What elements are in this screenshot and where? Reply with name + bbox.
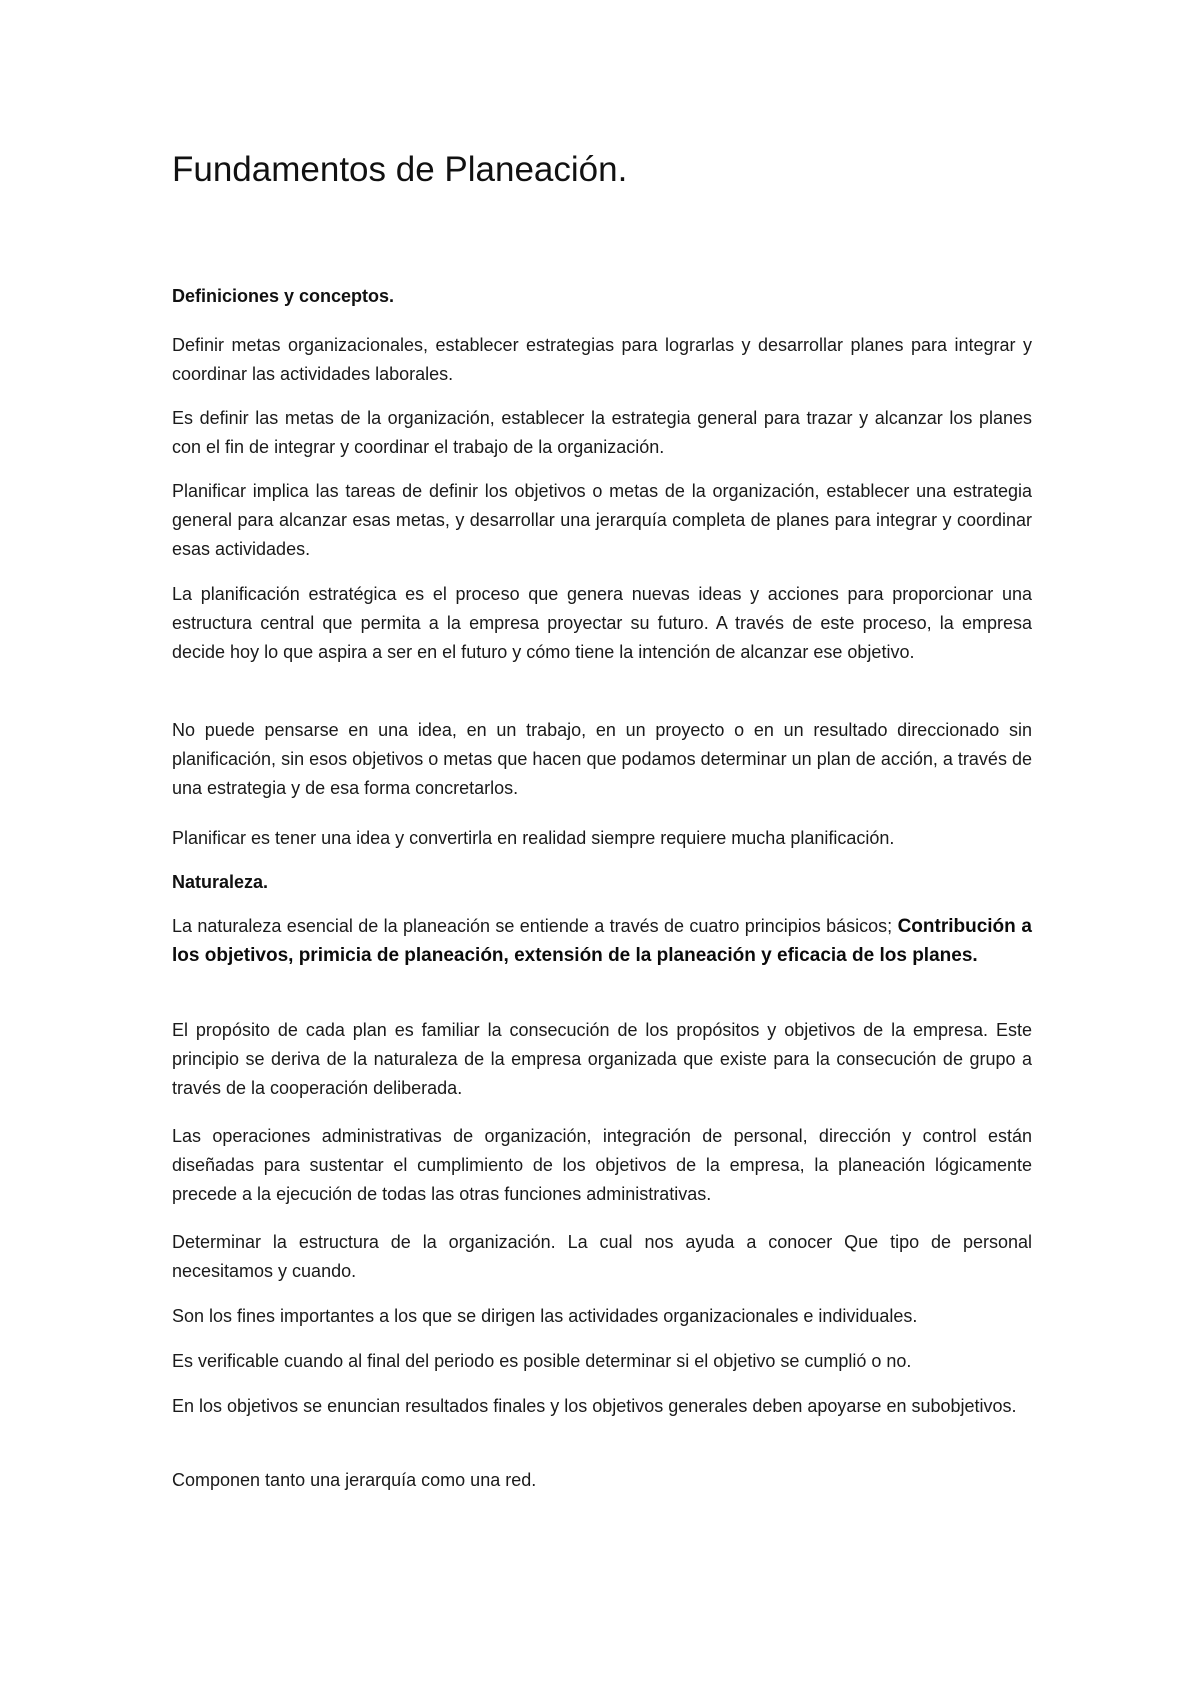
intro-text: La naturaleza esencial de la planeación se entiende a través de cuatro principios básicos; <box>172 916 893 936</box>
paragraph: En los objetivos se enuncian resultados finales y los objetivos generales deben apoyarse en subobjetivos. <box>172 1396 1017 1416</box>
section-heading-naturaleza: Naturaleza. <box>172 872 269 892</box>
intro-paragraph <box>172 912 1032 970</box>
paragraph: Planificar implica las tareas de definir los objetivos o metas de la organización, establecer una estrategia general para alcanzar esas metas, y desarrollar una jerarquía completa de planes para integrar y coordinar esas actividades. <box>172 481 1032 559</box>
principles-emphasis: Contribución a los objetivos, primicia de planeación, extensión de la planeación y eficacia de los planes. <box>172 916 1032 966</box>
paragraph: La planificación estratégica es el proceso que genera nuevas ideas y acciones para proporcionar una estructura central que permita a la empresa proyectar su futuro. A través de este proceso, la empresa decide hoy lo que aspira a ser en el futuro y cómo tiene la intención de alcanzar ese objetivo. <box>172 584 1032 662</box>
paragraph: Las operaciones administrativas de organización, integración de personal, dirección y control están diseñadas para sustentar el cumplimiento de los objetivos de la empresa, la planeación lógicamente precede a la ejecución de todas las otras funciones administrativas. <box>172 1126 1032 1204</box>
paragraph: No puede pensarse en una idea, en un trabajo, en un proyecto o en un resultado direccionado sin planificación, sin esos objetivos o metas que hacen que podamos determinar un plan de acción, a través de una estrategia y de esa forma concretarlos. <box>172 720 1032 798</box>
document-title: Fundamentos de Planeación. <box>172 150 628 189</box>
paragraph: Definir metas organizacionales, establecer estrategias para lograrlas y desarrollar planes para integrar y coordinar las actividades laborales. <box>172 335 1032 384</box>
paragraph: El propósito de cada plan es familiar la consecución de los propósitos y objetivos de la empresa. Este principio se deriva de la naturaleza de la empresa organizada que existe para la consecución de grupo a través de la cooperación deliberada. <box>172 1020 1032 1098</box>
paragraph: Determinar la estructura de la organización. La cual nos ayuda a conocer Que tipo de personal necesitamos y cuando. <box>172 1232 1032 1281</box>
paragraph: Es verificable cuando al final del periodo es posible determinar si el objetivo se cumplió o no. <box>172 1351 912 1371</box>
paragraph: Componen tanto una jerarquía como una red. <box>172 1470 537 1490</box>
section-heading-definiciones: Definiciones y conceptos. <box>172 286 395 306</box>
paragraph: Es definir las metas de la organización, establecer la estrategia general para trazar y alcanzar los planes con el fin de integrar y coordinar el trabajo de la organización. <box>172 408 1032 457</box>
paragraph: Son los fines importantes a los que se dirigen las actividades organizacionales e individuales. <box>172 1306 918 1326</box>
paragraph: Planificar es tener una idea y convertirla en realidad siempre requiere mucha planificación. <box>172 828 895 848</box>
